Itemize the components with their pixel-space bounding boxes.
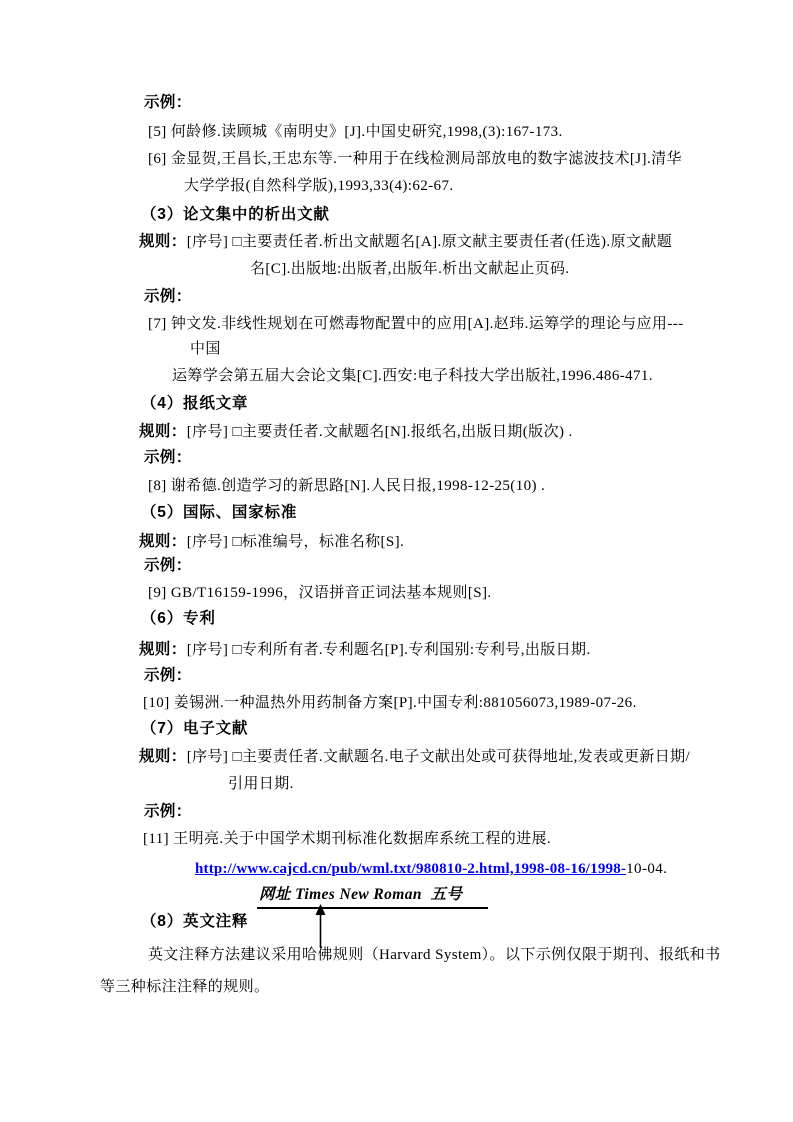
rule-label: 规则： bbox=[139, 233, 187, 250]
rule-label: 规则： bbox=[139, 423, 187, 440]
section-heading: （8）英文注释 bbox=[141, 913, 249, 930]
font-annotation-text: 网址 Times New Roman 五号 bbox=[257, 884, 488, 909]
rule-label: 规则： bbox=[139, 533, 187, 550]
paragraph: 英文注释方法建议采用哈佛规则（Harvard System）。以下示例仅限于期刊、报纸和书 bbox=[148, 947, 721, 963]
section-heading: （5）国际、国家标准 bbox=[141, 504, 298, 521]
example-label: 示例： bbox=[144, 94, 192, 111]
rule-continuation: 名[C].出版地:出版者,出版年.析出文献起止页码. bbox=[250, 261, 570, 277]
reference-item: [6] 金显贺,王昌长,王忠东等.一种用于在线检测局部放电的数字滤波技术[J].清华 bbox=[148, 151, 682, 167]
rule-text: [序号] □主要责任者.文献题名.电子文献出处或可获得地址,发表或更新日期/ bbox=[186, 749, 691, 765]
font-annotation bbox=[257, 884, 488, 909]
reference-item: [10] 姜锡洲.一种温热外用药制备方案[P].中国专利:881056073,1989-07-26. bbox=[143, 695, 637, 711]
section-heading: （7）电子文献 bbox=[141, 720, 249, 737]
rule-text: [序号] □主要责任者.文献题名[N].报纸名,出版日期(版次) . bbox=[186, 424, 573, 440]
up-arrow-icon bbox=[314, 904, 327, 948]
section-heading: （4）报纸文章 bbox=[141, 395, 249, 412]
rule-label: 规则： bbox=[139, 641, 187, 658]
rule-line bbox=[139, 421, 573, 443]
url-tail-text: 10-04. bbox=[626, 861, 668, 877]
section-heading: （3）论文集中的析出文献 bbox=[141, 206, 330, 223]
rule-line bbox=[139, 639, 591, 661]
example-label: 示例： bbox=[144, 288, 192, 305]
rule-text: [序号] □标准编号，标准名称[S]. bbox=[186, 534, 405, 550]
rule-line bbox=[139, 531, 404, 553]
example-label: 示例： bbox=[144, 667, 192, 684]
reference-item: [9] GB/T16159-1996，汉语拼音正词法基本规则[S]. bbox=[148, 585, 492, 601]
reference-item-continuation: 运筹学会第五届大会论文集[C].西安:电子科技大学出版社,1996.486-471. bbox=[172, 368, 653, 384]
rule-continuation: 引用日期. bbox=[228, 776, 294, 792]
url-link[interactable]: http://www.cajcd.cn/pub/wml.txt/980810-2.html,1998-08-16/1998- bbox=[195, 861, 627, 877]
rule-line bbox=[139, 746, 690, 768]
reference-item: [8] 谢希德.创造学习的新思路[N].人民日报,1998-12-25(10) . bbox=[148, 478, 546, 494]
reference-item: [11] 王明亮.关于中国学术期刊标准化数据库系统工程的进展. bbox=[143, 831, 552, 847]
reference-item: [7] 钟文发.非线性规划在可燃毒物配置中的应用[A].赵玮.运筹学的理论与应用--- bbox=[148, 316, 684, 332]
reference-item-continuation: 中国 bbox=[190, 341, 221, 357]
example-label: 示例： bbox=[144, 557, 192, 574]
paragraph: 等三种标注注释的规则。 bbox=[100, 979, 270, 995]
url-line bbox=[195, 858, 667, 880]
reference-item-continuation: 大学学报(自然科学版),1993,33(4):62-67. bbox=[184, 178, 454, 194]
rule-text: [序号] □主要责任者.析出文献题名[A].原文献主要责任者(任选).原文献题 bbox=[186, 234, 673, 250]
rule-label: 规则： bbox=[139, 748, 187, 765]
reference-item: [5] 何龄修.读顾城《南明史》[J].中国史研究,1998,(3):167-173. bbox=[148, 124, 563, 140]
rule-text: [序号] □专利所有者.专利题名[P].专利国别:专利号,出版日期. bbox=[186, 642, 591, 658]
section-heading: （6）专利 bbox=[141, 610, 216, 627]
rule-line bbox=[139, 231, 672, 253]
example-label: 示例： bbox=[144, 803, 192, 820]
example-label: 示例： bbox=[144, 449, 192, 466]
